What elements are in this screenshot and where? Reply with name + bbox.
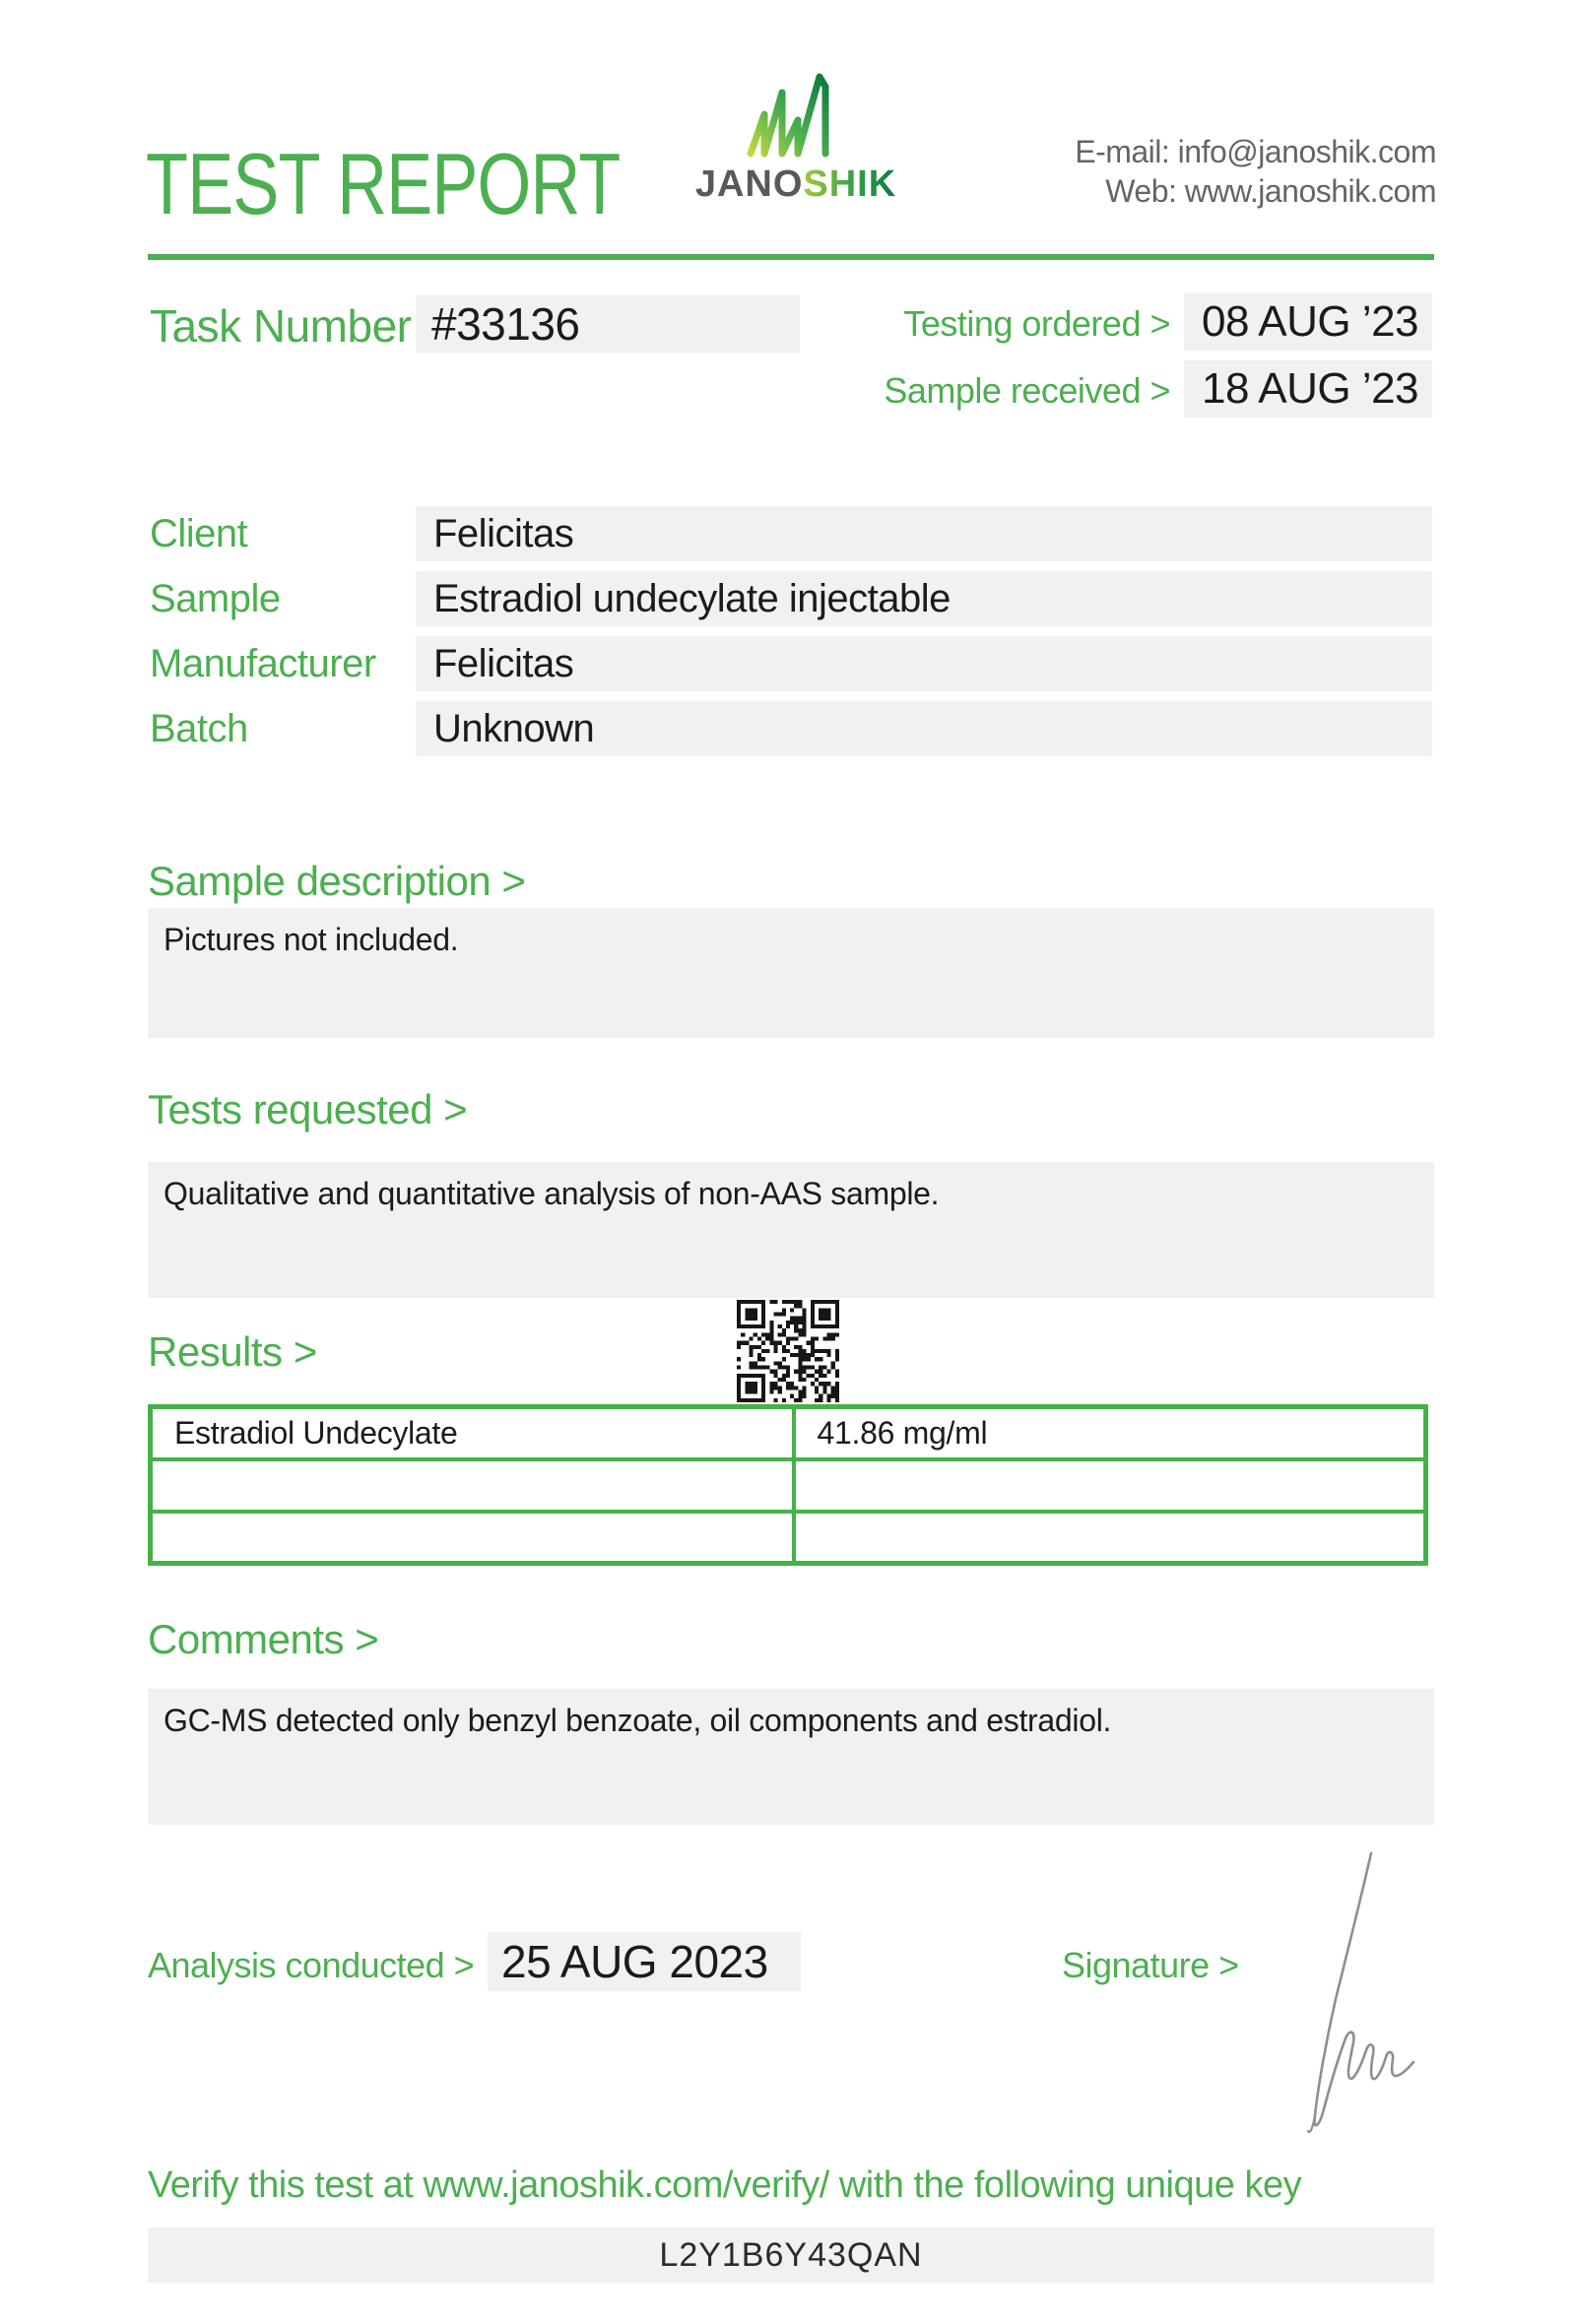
client-field — [416, 506, 1432, 561]
logo-wordmark-left: JANO — [694, 163, 804, 205]
batch-value: Unknown — [433, 707, 595, 750]
analysis-conducted-label: Analysis conducted > — [148, 1945, 475, 1985]
analysis-conducted-field — [488, 1932, 801, 1991]
task-number-label: Task Number — [150, 300, 412, 352]
sample-received-value: 18 AUG ’23 — [1202, 364, 1419, 413]
tests-requested-box — [148, 1162, 1434, 1298]
unique-key-value: L2Y1B6Y43QAN — [659, 2236, 923, 2274]
sample-received-label: Sample received > — [884, 370, 1170, 411]
comments-text: GC-MS detected only benzyl benzoate, oil components and estradiol. — [164, 1703, 1112, 1738]
results-table-row — [151, 1512, 1426, 1564]
logo-wordmark-right: SHIK — [803, 163, 897, 205]
contact-web: Web: www.janoshik.com — [1105, 173, 1436, 209]
sample-description-box — [148, 908, 1434, 1038]
results-table-row — [151, 1459, 1426, 1512]
header-divider — [148, 254, 1434, 260]
tests-requested-heading: Tests requested > — [148, 1086, 468, 1132]
batch-field — [416, 701, 1432, 756]
results-heading: Results > — [148, 1328, 317, 1375]
logo-wordmark — [678, 163, 914, 206]
sample-label: Sample — [150, 577, 281, 620]
sample-description-text: Pictures not included. — [164, 922, 459, 957]
result-analyte-cell — [151, 1459, 794, 1512]
client-value: Felicitas — [433, 512, 574, 555]
comments-box — [148, 1689, 1434, 1825]
task-number-field — [416, 295, 800, 353]
sample-value: Estradiol undecylate injectable — [433, 577, 951, 620]
sample-received-field — [1184, 360, 1432, 418]
logo-chart-icon — [741, 71, 839, 160]
batch-label: Batch — [150, 707, 248, 750]
testing-ordered-label: Testing ordered > — [903, 303, 1170, 344]
unique-key-field — [148, 2227, 1434, 2283]
testing-ordered-field — [1184, 293, 1432, 351]
result-analyte-cell — [151, 1512, 794, 1564]
manufacturer-field — [416, 636, 1432, 691]
signature-image — [1273, 1849, 1418, 2143]
sample-description-heading: Sample description > — [148, 858, 526, 904]
verify-instruction: Verify this test at www.janoshik.com/verify/ with the following unique key — [148, 2164, 1302, 2206]
manufacturer-value: Felicitas — [433, 642, 574, 685]
sample-field — [416, 571, 1432, 626]
analysis-conducted-value: 25 AUG 2023 — [501, 1936, 768, 1987]
qr-code — [737, 1300, 839, 1402]
signature-label: Signature > — [1062, 1945, 1239, 1985]
results-table — [148, 1404, 1428, 1566]
results-table-row — [151, 1407, 1426, 1459]
result-analyte-cell: Estradiol Undecylate — [151, 1407, 794, 1459]
comments-heading: Comments > — [148, 1616, 379, 1662]
contact-email: E-mail: info@janoshik.com — [1075, 134, 1436, 169]
result-value-cell — [794, 1459, 1426, 1512]
page-title: TEST REPORT — [146, 135, 621, 232]
client-label: Client — [150, 512, 248, 555]
testing-ordered-value: 08 AUG ’23 — [1202, 297, 1419, 346]
result-value-cell — [794, 1512, 1426, 1564]
tests-requested-text: Qualitative and quantitative analysis of non-AAS sample. — [164, 1176, 940, 1211]
manufacturer-label: Manufacturer — [150, 642, 376, 685]
contact-block — [1075, 132, 1436, 211]
result-value-cell: 41.86 mg/ml — [794, 1407, 1426, 1459]
task-number-value: #33136 — [431, 298, 580, 350]
